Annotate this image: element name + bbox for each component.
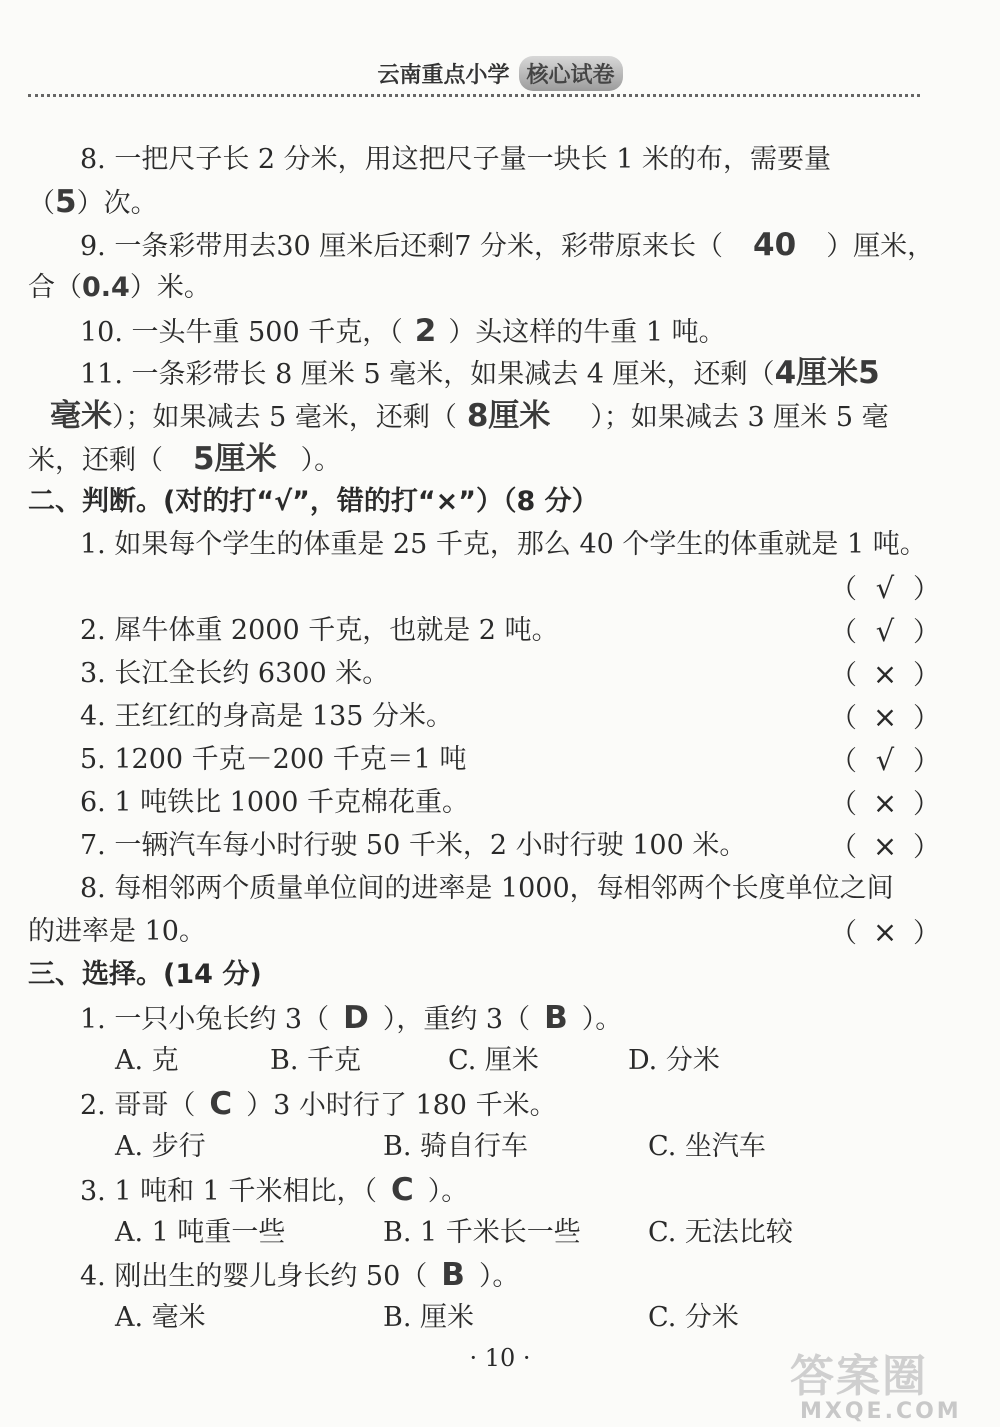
choice-q2-option-a: A. 步行 [115, 1131, 206, 1162]
page-header [0, 56, 1000, 96]
judge-mark-8: （ × ） [830, 915, 940, 949]
q11-answer-3: 5厘米 [193, 441, 277, 477]
choice-q3-option-b: B. 1 千米长一些 [383, 1217, 581, 1248]
q11-answer-1b: 毫米 [50, 398, 112, 434]
choice-q3: 3. 1 吨和 1 千米相比，（ C ）。 [80, 1172, 469, 1208]
choice-q1-answer-1: D [343, 1000, 369, 1036]
choice-q2-option-b: B. 骑自行车 [383, 1131, 529, 1162]
judge-item-7: 7. 一辆汽车每小时行驶 50 千米，2 小时行驶 100 米。 [80, 830, 747, 861]
judge-item-1: 1. 如果每个学生的体重是 25 千克，那么 40 个学生的体重就是 1 吨。 [80, 529, 927, 560]
choice-q4: 4. 刚出生的婴儿身长约 50（ B ）。 [80, 1257, 520, 1293]
q9-line2: 合（0.4）米。 [28, 272, 211, 303]
watermark-logo [790, 1351, 995, 1425]
choice-q1-option-a: A. 克 [115, 1045, 179, 1076]
series-badge: 核心试卷 [519, 56, 623, 91]
q8-line2: （5）次。 [28, 184, 158, 220]
q10-answer: 2 [414, 313, 437, 349]
header-divider [28, 94, 920, 97]
q9-answer-2: 0.4 [82, 272, 130, 303]
choice-q1-option-c: C. 厘米 [448, 1045, 539, 1076]
choice-q2-option-c: C. 坐汽车 [648, 1131, 766, 1162]
q11-line3: 米，还剩（ 5厘米 ）。 [28, 441, 342, 477]
judge-item-2: 2. 犀牛体重 2000 千克，也就是 2 吨。 [80, 615, 559, 646]
judge-item-8-cont: 的进率是 10。 [28, 916, 206, 947]
judge-item-5: 5. 1200 千克－200 千克＝1 吨 [80, 744, 467, 775]
judge-mark-1: （ √ ） [830, 571, 940, 605]
choice-q4-answer: B [441, 1257, 465, 1293]
choice-q1-answer-2: B [544, 1000, 568, 1036]
judge-item-8: 8. 每相邻两个质量单位间的进率是 1000，每相邻两个长度单位之间 [80, 873, 894, 904]
q8-line1: 8. 一把尺子长 2 分米，用这把尺子量一块长 1 米的布，需要量 [80, 144, 832, 175]
choice-q3-option-c: C. 无法比较 [648, 1217, 793, 1248]
choice-q1-option-d: D. 分米 [628, 1045, 720, 1076]
q9-answer-1: 40 [753, 227, 797, 263]
choice-section-title: 三、选择。(14 分) [28, 959, 262, 990]
choice-q3-answer: C [390, 1172, 414, 1208]
judge-mark-5: （ √ ） [830, 743, 940, 777]
school-name: 云南重点小学 [377, 63, 510, 88]
judge-mark-2: （ √ ） [830, 614, 940, 648]
q11-line1: 11. 一条彩带长 8 厘米 5 毫米，如果减去 4 厘米，还剩（4厘米5 [80, 355, 880, 391]
page-number: · 10 · [469, 1344, 531, 1372]
choice-q1: 1. 一只小兔长约 3（ D ），重约 3（ B ）。 [80, 1000, 623, 1036]
judge-mark-7: （ × ） [830, 829, 940, 863]
choice-q4-option-b: B. 厘米 [383, 1302, 475, 1333]
watermark-title: 答案圈 [790, 1351, 928, 1402]
judge-mark-4: （ × ） [830, 700, 940, 734]
choice-q4-option-c: C. 分米 [648, 1302, 739, 1333]
choice-q3-option-a: A. 1 吨重一些 [115, 1217, 286, 1248]
judge-section-title: 二、判断。(对的打“√”，错的打“×”）（8 分） [28, 486, 599, 517]
q8-answer: 5 [55, 184, 77, 220]
choice-q2: 2. 哥哥（ C ）3 小时行了 180 千米。 [80, 1086, 557, 1122]
q11-answer-1a: 4厘米5 [774, 355, 880, 391]
judge-mark-3: （ × ） [830, 657, 940, 691]
judge-item-6: 6. 1 吨铁比 1000 千克棉花重。 [80, 787, 469, 818]
choice-q1-option-b: B. 千克 [270, 1045, 362, 1076]
q11-answer-2: 8厘米 [466, 398, 551, 434]
q9-line1: 9. 一条彩带用去30 厘米后还剩7 分米，彩带原来长（ 40 ）厘米， [80, 227, 935, 263]
judge-mark-6: （ × ） [830, 786, 940, 820]
choice-q2-answer: C [209, 1086, 233, 1122]
choice-q4-option-a: A. 毫米 [115, 1302, 206, 1333]
q11-line2: 毫米）；如果减去 5 毫米，还剩（ 8厘米 ）；如果减去 3 厘米 5 毫 [50, 398, 889, 434]
judge-item-3: 3. 长江全长约 6300 米。 [80, 658, 390, 689]
judge-item-4: 4. 王红红的身高是 135 分米。 [80, 701, 454, 732]
watermark-url: MXQE.COM [800, 1399, 962, 1424]
q10-line: 10. 一头牛重 500 千克，（ 2 ）头这样的牛重 1 吨。 [80, 313, 726, 349]
